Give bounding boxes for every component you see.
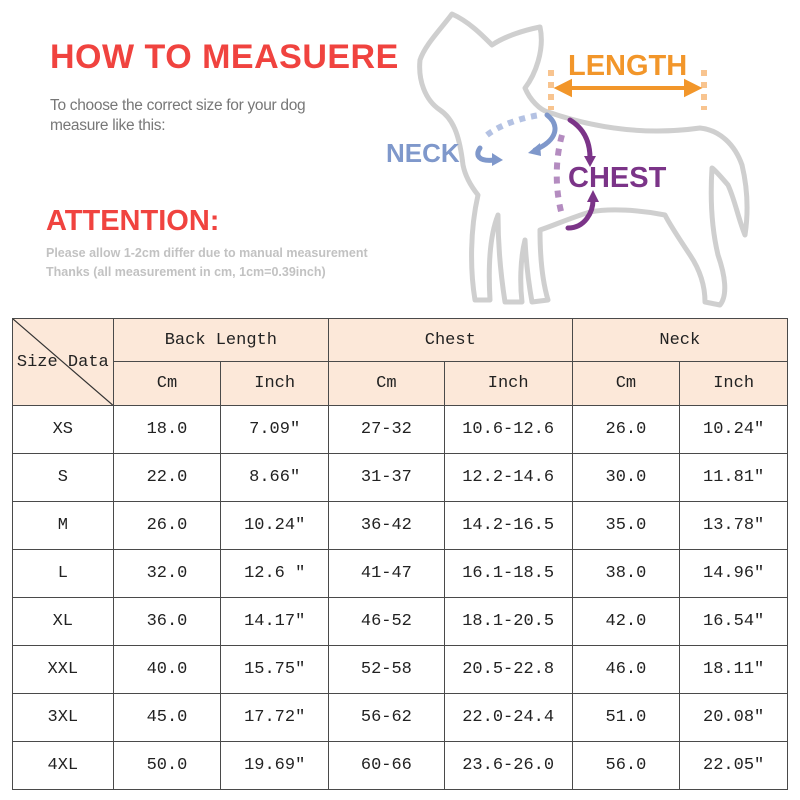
size-cell: XL — [13, 598, 114, 646]
unit-header: Cm — [113, 362, 221, 406]
value-cell: 17.72″ — [221, 694, 329, 742]
value-cell: 22.0 — [113, 454, 221, 502]
table-row — [13, 742, 788, 790]
group-header-chest: Chest — [329, 319, 573, 362]
attention-note-line-1: Please allow 1-2cm differ due to manual measurement — [46, 246, 368, 260]
corner-label: Size Data — [16, 352, 109, 372]
instructions-line-2: measure like this: — [50, 117, 166, 134]
value-cell: 10.24″ — [221, 502, 329, 550]
size-cell: S — [13, 454, 114, 502]
table-header-row — [13, 319, 788, 362]
length-label: LENGTH — [568, 50, 688, 82]
table-row — [13, 598, 788, 646]
instructions — [50, 96, 305, 136]
value-cell: 12.6 ″ — [221, 550, 329, 598]
value-cell: 40.0 — [113, 646, 221, 694]
table-row — [13, 646, 788, 694]
value-cell: 16.1-18.5 — [444, 550, 572, 598]
value-cell: 18.0 — [113, 406, 221, 454]
value-cell: 27-32 — [329, 406, 445, 454]
value-cell: 56-62 — [329, 694, 445, 742]
value-cell: 60-66 — [329, 742, 445, 790]
table-row — [13, 550, 788, 598]
unit-header: Cm — [329, 362, 445, 406]
value-cell: 10.6-12.6 — [444, 406, 572, 454]
table-row — [13, 406, 788, 454]
size-data-corner-cell — [13, 319, 114, 406]
table-unit-row — [13, 362, 788, 406]
size-cell: 4XL — [13, 742, 114, 790]
unit-header: Cm — [572, 362, 680, 406]
value-cell: 30.0 — [572, 454, 680, 502]
size-cell: L — [13, 550, 114, 598]
value-cell: 41-47 — [329, 550, 445, 598]
chest-label: CHEST — [568, 162, 667, 194]
group-header-neck: Neck — [572, 319, 787, 362]
value-cell: 35.0 — [572, 502, 680, 550]
attention-note-line-2: Thanks (all measurement in cm, 1cm=0.39inch) — [46, 265, 326, 279]
value-cell: 42.0 — [572, 598, 680, 646]
value-cell: 36-42 — [329, 502, 445, 550]
page-title: HOW TO MEASUERE — [50, 38, 399, 76]
value-cell: 15.75″ — [221, 646, 329, 694]
value-cell: 50.0 — [113, 742, 221, 790]
size-cell: 3XL — [13, 694, 114, 742]
value-cell: 52-58 — [329, 646, 445, 694]
attention-title: ATTENTION: — [46, 205, 220, 237]
value-cell: 16.54″ — [680, 598, 788, 646]
value-cell: 22.0-24.4 — [444, 694, 572, 742]
value-cell: 12.2-14.6 — [444, 454, 572, 502]
unit-header: Inch — [221, 362, 329, 406]
value-cell: 20.08″ — [680, 694, 788, 742]
neck-guide — [487, 115, 540, 135]
value-cell: 19.69″ — [221, 742, 329, 790]
value-cell: 23.6-26.0 — [444, 742, 572, 790]
value-cell: 18.1-20.5 — [444, 598, 572, 646]
size-chart-table — [12, 318, 788, 790]
value-cell: 10.24″ — [680, 406, 788, 454]
table-row — [13, 502, 788, 550]
length-arrow-icon — [558, 82, 698, 94]
value-cell: 46.0 — [572, 646, 680, 694]
size-cell: XXL — [13, 646, 114, 694]
neck-arrowhead-icon — [528, 143, 541, 156]
table-row — [13, 694, 788, 742]
value-cell: 11.81″ — [680, 454, 788, 502]
group-header-back-length: Back Length — [113, 319, 328, 362]
value-cell: 14.17″ — [221, 598, 329, 646]
unit-header: Inch — [680, 362, 788, 406]
value-cell: 56.0 — [572, 742, 680, 790]
value-cell: 36.0 — [113, 598, 221, 646]
value-cell: 38.0 — [572, 550, 680, 598]
neck-label: NECK — [386, 138, 460, 168]
attention-note — [46, 244, 406, 282]
instructions-line-1: To choose the correct size for your dog — [50, 97, 306, 114]
value-cell: 7.09″ — [221, 406, 329, 454]
value-cell: 14.2-16.5 — [444, 502, 572, 550]
value-cell: 13.78″ — [680, 502, 788, 550]
value-cell: 8.66″ — [221, 454, 329, 502]
value-cell: 22.05″ — [680, 742, 788, 790]
chest-guide — [557, 135, 562, 215]
value-cell: 45.0 — [113, 694, 221, 742]
value-cell: 18.11″ — [680, 646, 788, 694]
value-cell: 46-52 — [329, 598, 445, 646]
value-cell: 51.0 — [572, 694, 680, 742]
unit-header: Inch — [444, 362, 572, 406]
value-cell: 14.96″ — [680, 550, 788, 598]
value-cell: 20.5-22.8 — [444, 646, 572, 694]
size-cell: M — [13, 502, 114, 550]
value-cell: 26.0 — [572, 406, 680, 454]
neck-arrow-icon — [478, 115, 555, 160]
value-cell: 32.0 — [113, 550, 221, 598]
neck-arrowhead-icon — [492, 153, 503, 166]
table-row — [13, 454, 788, 502]
value-cell: 31-37 — [329, 454, 445, 502]
size-cell: XS — [13, 406, 114, 454]
value-cell: 26.0 — [113, 502, 221, 550]
